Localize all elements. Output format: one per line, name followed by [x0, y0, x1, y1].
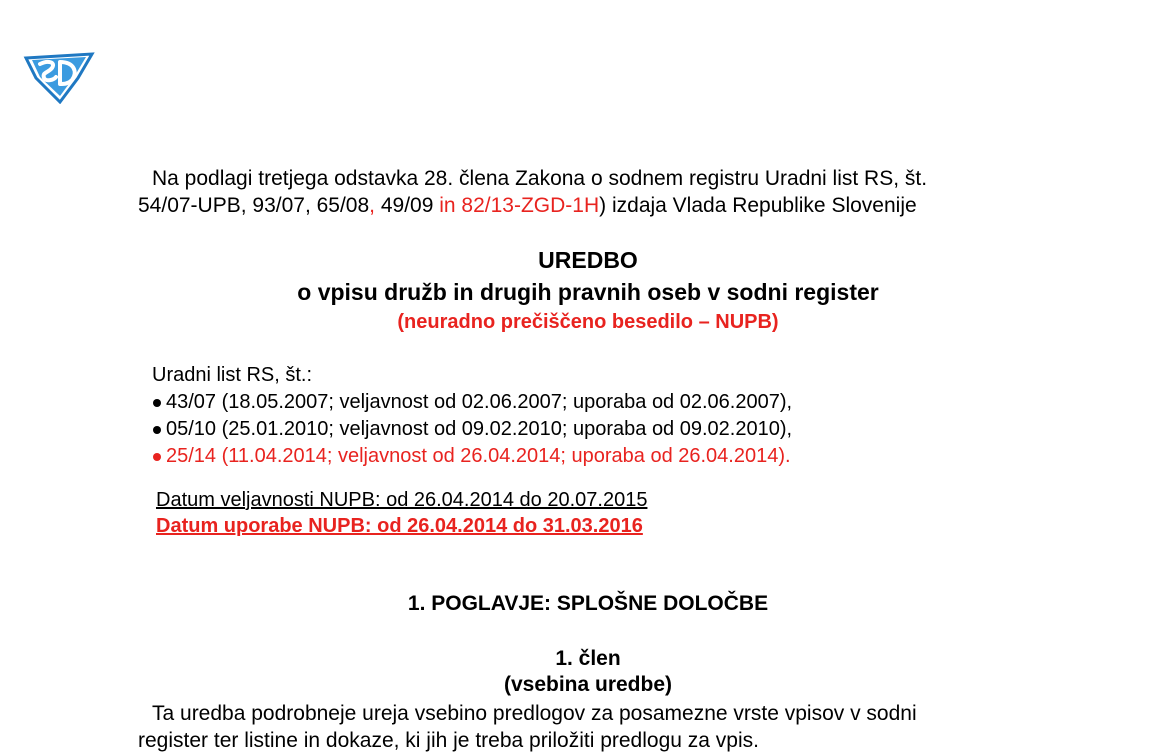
article-title: (vsebina uredbe) — [503, 673, 673, 696]
gazette-list — [152, 362, 792, 470]
application-date: Datum uporabe NUPB: od 26.04.2014 do 31.03.2016 — [156, 515, 643, 537]
gazette-heading: Uradni list RS, št.: — [152, 364, 313, 386]
intro-text-2: 49/09 — [375, 194, 440, 217]
sd-logo — [22, 50, 96, 104]
gazette-item-text: 05/10 (25.01.2010; veljavnost od 09.02.2010; uporaba od 09.02.2010), — [166, 418, 793, 440]
intro-paragraph — [138, 165, 1038, 219]
intro-line-2 — [138, 192, 1038, 219]
intro-red-comma: , — [369, 194, 376, 217]
gazette-item — [152, 389, 792, 416]
gazette-item — [152, 443, 792, 470]
validity-date: Datum veljavnosti NUPB: od 26.04.2014 do 20.07.2015 — [156, 489, 648, 511]
article-body-line-2: register ter listine in dokaze, ki jih je treba priložiti predlogu za vpis. — [138, 729, 759, 752]
nupb-dates — [156, 487, 647, 539]
intro-text: 54/07-UPB, 93/07, 65/08 — [138, 194, 370, 217]
document-title: UREDBO — [538, 247, 638, 273]
bullet-icon — [153, 399, 161, 407]
gazette-item-text: 25/14 (11.04.2014; veljavnost od 26.04.2014; uporaba od 26.04.2014). — [166, 445, 791, 467]
shield-logo-icon — [22, 50, 96, 104]
intro-line-1: Na podlagi tretjega odstavka 28. člena Zakona o sodnem registru Uradni list RS, št. — [152, 167, 928, 190]
article-number: 1. člen — [555, 647, 621, 670]
article-body-line-1: Ta uredba podrobneje ureja vsebino predlogov za posamezne vrste vpisov v sodni — [152, 702, 917, 725]
document-subtitle: o vpisu družb in drugih pravnih oseb v sodni register — [297, 279, 879, 305]
gazette-item-text: 43/07 (18.05.2007; veljavnost od 02.06.2007; uporaba od 02.06.2007), — [166, 391, 793, 413]
intro-text-end: ) izdaja Vlada Republike Slovenije — [599, 194, 917, 217]
bullet-icon — [153, 453, 161, 461]
document-note: (neuradno prečiščeno besedilo – NUPB) — [397, 311, 779, 333]
article-body — [138, 700, 1038, 754]
chapter-heading: 1. POGLAVJE: SPLOŠNE DOLOČBE — [407, 592, 769, 615]
gazette-item — [152, 416, 792, 443]
intro-red-amendment: in 82/13-ZGD-1H — [439, 194, 600, 217]
bullet-icon — [153, 426, 161, 434]
